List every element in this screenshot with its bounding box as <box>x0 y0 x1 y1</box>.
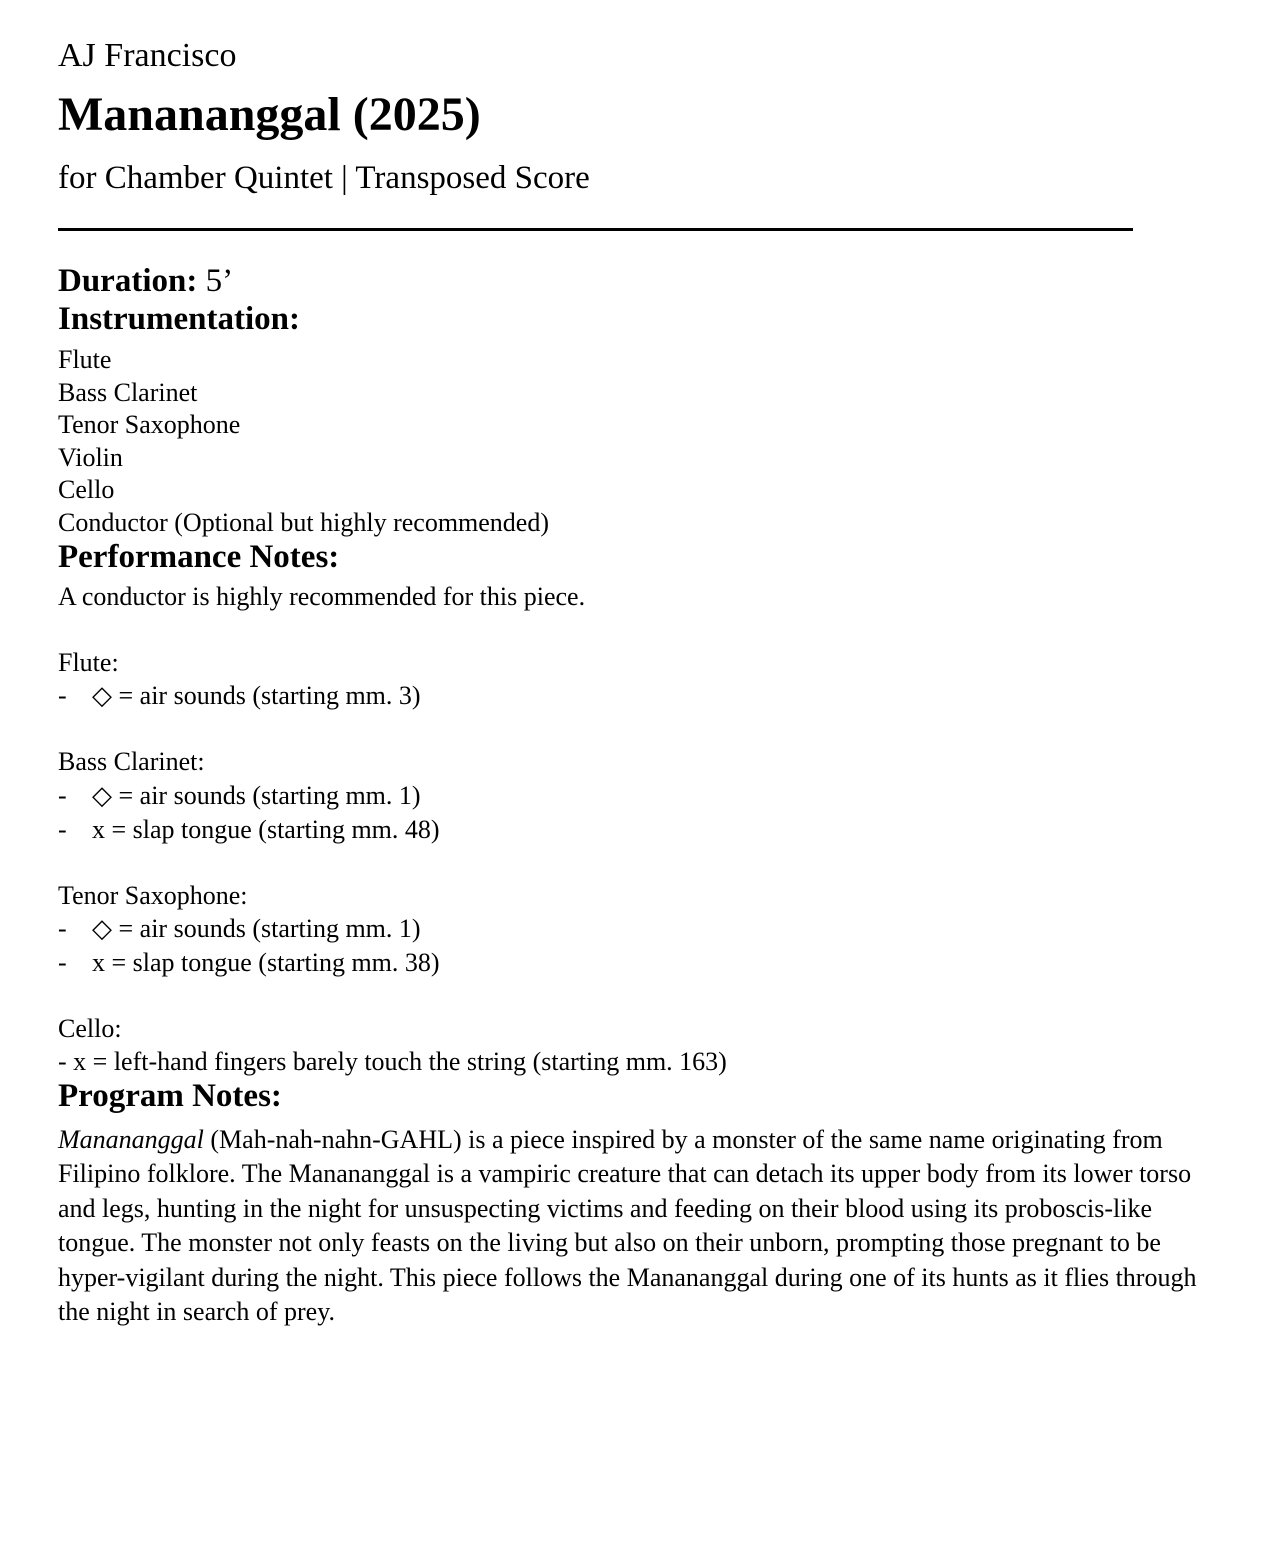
bullet-text: ◇ = air sounds (starting mm. 3) <box>92 681 421 711</box>
program-notes-heading: Program Notes: <box>58 1078 282 1115</box>
bullet-dash: - <box>58 914 67 944</box>
instrumentation-heading: Instrumentation: <box>58 301 301 338</box>
performance-notes-section <box>58 539 1214 1078</box>
performance-note-tenor-saxophone <box>58 880 1214 981</box>
list-item: Cello <box>58 475 115 505</box>
subtitle: for Chamber Quintet | Transposed Score <box>58 160 590 197</box>
program-notes-text: (Mah-nah-nahn-GAHL) is a piece inspired by a monster of the same name originating from Filipino folklore. The Manananggal is a vampiric creature that can detach its upper body from its lower torso and legs, hunting in the night for unsuspecting victims and feeding on their blood using its proboscis-like tongue. The monster not only feasts on the living but also on their unborn, prompting those pregnant to be hyper-vigilant during the night. This piece follows the Manananggal during one of its hunts as it flies through the night in search of prey. <box>58 1124 1197 1327</box>
duration-section <box>58 263 1214 301</box>
title-block <box>58 36 1214 231</box>
duration-line <box>58 263 1214 301</box>
bullet-text: ◇ = air sounds (starting mm. 1) <box>92 914 421 944</box>
composer-name: AJ Francisco <box>58 37 237 74</box>
divider-rule <box>58 228 1133 231</box>
list-item: Flute <box>58 345 112 375</box>
note-bullet <box>58 679 1214 713</box>
performance-notes-heading: Performance Notes: <box>58 539 340 576</box>
program-notes-paragraph <box>58 1123 1214 1330</box>
note-bullet <box>58 946 1214 980</box>
instrument-label: Bass Clarinet: <box>58 747 205 777</box>
note-bullet <box>58 779 1214 813</box>
piece-title: Manananggal (2025) <box>58 88 481 142</box>
instrument-label: Cello: <box>58 1014 122 1044</box>
instrument-label: Tenor Saxophone: <box>58 880 248 910</box>
program-notes-section <box>58 1078 1214 1330</box>
instrument-label: Flute: <box>58 647 119 677</box>
bullet-dash: - <box>58 681 67 711</box>
list-item: Violin <box>58 442 123 472</box>
bullet-text: x = slap tongue (starting mm. 48) <box>92 814 440 844</box>
cello-note-line: - x = left-hand fingers barely touch the string (starting mm. 163) <box>58 1046 727 1076</box>
bullet-text: x = slap tongue (starting mm. 38) <box>92 948 440 978</box>
instrumentation-section <box>58 301 1214 539</box>
note-bullet <box>58 912 1214 946</box>
list-item: Bass Clarinet <box>58 377 198 407</box>
performance-note-bass-clarinet <box>58 746 1214 847</box>
bullet-text: ◇ = air sounds (starting mm. 1) <box>92 780 421 810</box>
duration-value: 5’ <box>205 263 234 300</box>
bullet-dash: - <box>58 814 67 844</box>
piece-name-italic: Manananggal <box>58 1124 204 1154</box>
performance-notes-intro: A conductor is highly recommended for this piece. <box>58 582 586 612</box>
note-bullet <box>58 813 1214 847</box>
bullet-dash: - <box>58 780 67 810</box>
duration-label: Duration: <box>58 263 198 300</box>
performance-note-flute <box>58 647 1214 714</box>
instrument-list <box>58 344 1214 539</box>
list-item: Tenor Saxophone <box>58 410 241 440</box>
bullet-dash: - <box>58 948 67 978</box>
performance-note-cello <box>58 1013 1214 1078</box>
list-item: Conductor (Optional but highly recommended) <box>58 507 550 537</box>
